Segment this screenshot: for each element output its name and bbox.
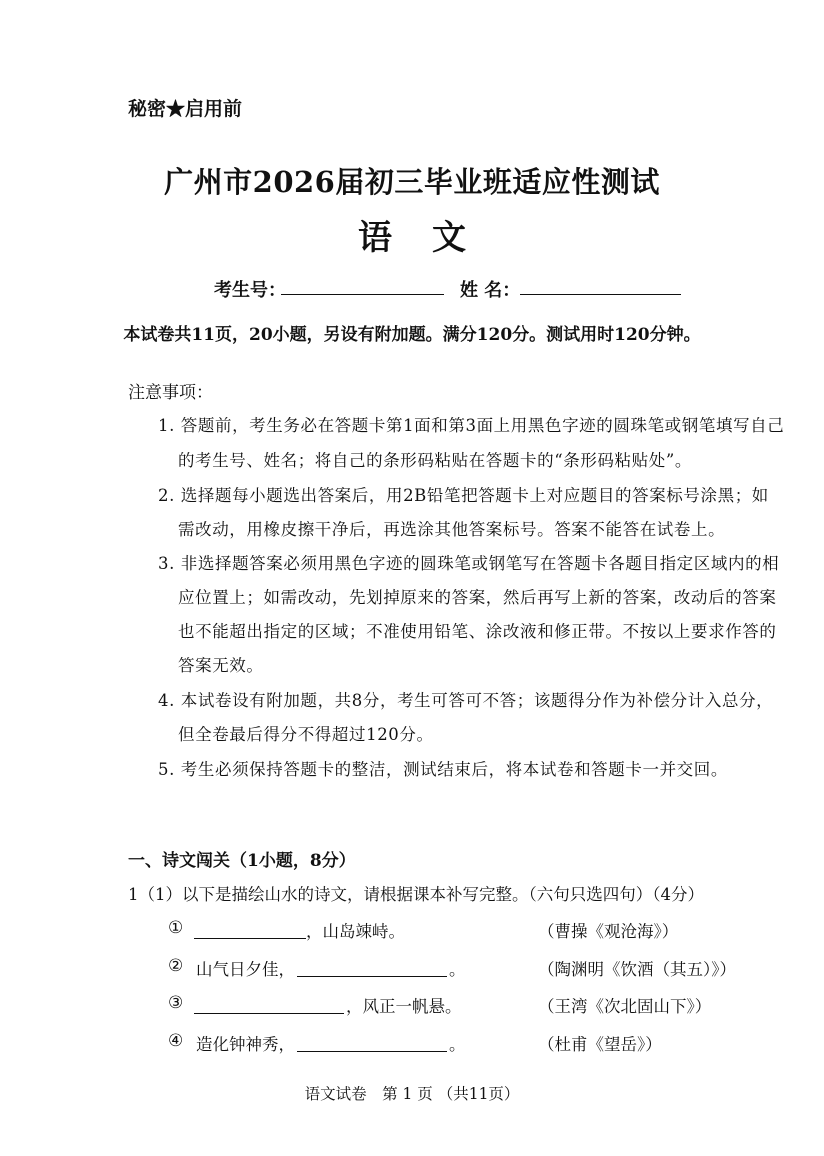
exam-intro: 本试卷共11页，20小题，另设有附加题。满分120分。测试用时120分钟。 xyxy=(123,325,701,345)
poem-text: ，风正一帆悬。 xyxy=(346,997,462,1016)
answer-blank[interactable] xyxy=(297,1051,447,1052)
poem-source: （杜甫《望岳》） xyxy=(538,1035,662,1054)
exam-title: 广州市2026届初三毕业班适应性测试 xyxy=(164,165,660,199)
item-number: ④ xyxy=(168,1031,184,1051)
note-line: 4. 本试卷设有附加题，共8分，考生可答可不答；该题得分作为补偿分计入总分， xyxy=(158,691,774,710)
note-line: 1. 答题前，考生务必在答题卡第1面和第3面上用黑色字迹的圆珠笔或钢笔填写自己 xyxy=(158,416,785,435)
poem-source: （陶渊明《饮酒（其五）》） xyxy=(538,960,736,979)
note-line: 3. 非选择题答案必须用黑色字迹的圆珠笔或钢笔写在答题卡各题目指定区域内的相 xyxy=(158,554,780,573)
poem-text: 。 xyxy=(449,1035,466,1054)
note-line: 5. 考生必须保持答题卡的整洁，测试结束后，将本试卷和答题卡一并交回。 xyxy=(158,760,728,779)
answer-blank[interactable] xyxy=(194,1013,344,1014)
poem-text: 造化钟神秀， xyxy=(196,1035,295,1054)
page-footer: 语文试卷 第 1 页 （共11页） xyxy=(304,1085,520,1103)
poem-text: 。 xyxy=(449,960,466,979)
item-number: ① xyxy=(168,918,184,938)
exam-number-label: 考生号： xyxy=(214,280,286,301)
note-line: 的考生号、姓名；将自己的条形码粘贴在答题卡的“条形码粘贴处”。 xyxy=(178,451,692,470)
note-line: 答案无效。 xyxy=(178,656,264,675)
question-text: 1（1）以下是描绘山水的诗文，请根据课本补写完整。（六句只选四句）（4分） xyxy=(128,885,704,904)
poem-source: （王湾《次北固山下》） xyxy=(538,997,712,1016)
exam-number-field[interactable] xyxy=(281,294,444,295)
poem-text: 山气日夕佳， xyxy=(196,960,295,979)
secrecy-label: 秘密★启用前 xyxy=(128,98,243,120)
name-label: 姓 名： xyxy=(460,280,521,301)
note-line: 应位置上；如需改动，先划掉原来的答案，然后再写上新的答案，改动后的答案 xyxy=(178,588,777,607)
item-number: ③ xyxy=(168,993,184,1013)
note-line: 但全卷最后得分不得超过120分。 xyxy=(178,725,434,744)
poem-text: ，山岛竦峙。 xyxy=(306,922,405,941)
name-field[interactable] xyxy=(520,294,681,295)
answer-blank[interactable] xyxy=(194,938,306,939)
section-title: 一、诗文闯关（1小题，8分） xyxy=(128,851,356,871)
poem-source: （曹操《观沧海》） xyxy=(538,922,679,941)
note-line: 需改动，用橡皮擦干净后，再选涂其他答案标号。答案不能答在试卷上。 xyxy=(178,520,726,539)
note-line: 也不能超出指定的区域；不准使用铅笔、涂改液和修正带。不按以上要求作答的 xyxy=(178,622,777,641)
item-number: ② xyxy=(168,956,184,976)
note-line: 2. 选择题每小题选出答案后，用2B铅笔把答题卡上对应题目的答案标号涂黑；如 xyxy=(158,486,769,505)
subject-title: 语文 xyxy=(358,218,506,258)
answer-blank[interactable] xyxy=(297,976,447,977)
notes-title: 注意事项： xyxy=(128,383,213,403)
